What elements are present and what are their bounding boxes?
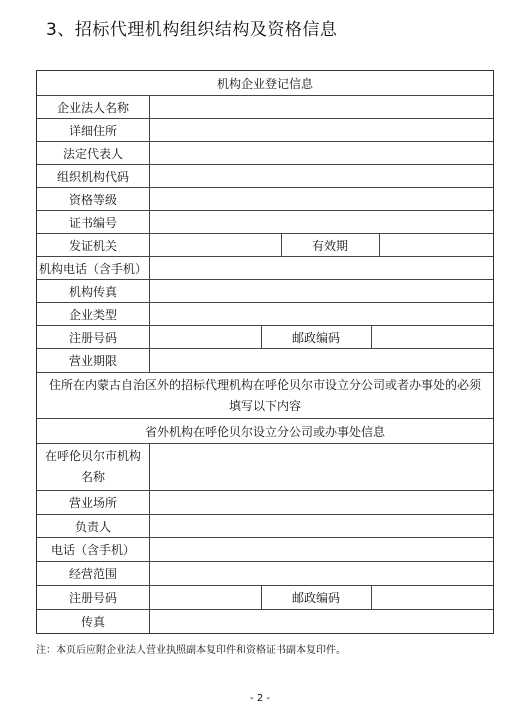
postal-code-label: 邮政编码 xyxy=(291,591,340,605)
row-label: 组织机构代码 xyxy=(56,169,129,184)
row-label: 传真 xyxy=(80,615,105,629)
table-row xyxy=(37,609,493,633)
section2-title: 省外机构在呼伦贝尔设立分公司或办事处信息 xyxy=(144,424,385,439)
table-row xyxy=(37,187,493,210)
table-row xyxy=(37,141,493,164)
table-row xyxy=(37,490,493,514)
row-label: 注册号码 xyxy=(68,591,117,605)
row-label: 法定代表人 xyxy=(62,146,123,161)
notice-line-2: 填写以下内容 xyxy=(228,398,301,413)
row-label: 详细住所 xyxy=(68,123,117,138)
row-label: 营业场所 xyxy=(68,496,117,510)
registration-form-table xyxy=(36,70,494,634)
table-row xyxy=(37,348,493,372)
table-row xyxy=(37,164,493,187)
branch-name-line-1: 在呼伦贝尔市机构 xyxy=(44,449,141,463)
postal-code-label: 邮政编码 xyxy=(291,330,340,345)
table-row xyxy=(37,585,493,609)
row-label: 营业期限 xyxy=(68,354,117,368)
table-row xyxy=(37,210,493,233)
row-label: 企业类型 xyxy=(68,307,117,322)
table-row xyxy=(37,561,493,585)
row-label: 注册号码 xyxy=(68,330,117,345)
row-label: 证书编号 xyxy=(68,215,117,230)
table-row xyxy=(37,118,493,141)
table-row xyxy=(37,302,493,325)
section-title-row xyxy=(37,418,493,443)
row-label: 负责人 xyxy=(74,519,111,534)
footnote: 注：本页后应附企业法人营业执照副本复印件和资格证书副本复印件。 xyxy=(36,645,346,656)
row-label: 发证机关 xyxy=(68,238,117,253)
section1-title: 机构企业登记信息 xyxy=(216,76,313,91)
page-heading: 3、招标代理机构组织结构及资格信息 xyxy=(46,20,338,40)
validity-label: 有效期 xyxy=(311,238,348,253)
table-row xyxy=(37,325,493,348)
row-label: 经营范围 xyxy=(68,567,117,581)
table-row xyxy=(37,537,493,561)
table-row xyxy=(37,443,493,490)
table-row xyxy=(37,233,493,256)
row-label: 电话（含手机） xyxy=(50,543,135,557)
table-row xyxy=(37,514,493,537)
section-title-row xyxy=(37,71,493,95)
row-label: 资格等级 xyxy=(68,192,117,207)
table-row xyxy=(37,256,493,279)
table-row xyxy=(37,279,493,302)
page-number: - 2 - xyxy=(250,693,270,704)
row-label: 机构电话（含手机） xyxy=(38,261,147,276)
table-row xyxy=(37,95,493,118)
notice-text xyxy=(37,373,493,418)
notice-line-1: 住所在内蒙古自治区外的招标代理机构在呼伦贝尔市设立分公司或者办事处的必须 xyxy=(48,377,481,392)
row-label: 企业法人名称 xyxy=(56,100,129,115)
notice-row xyxy=(37,372,493,418)
branch-name-label xyxy=(37,444,149,490)
branch-name-line-2: 名称 xyxy=(80,470,105,484)
row-label: 机构传真 xyxy=(68,284,117,299)
